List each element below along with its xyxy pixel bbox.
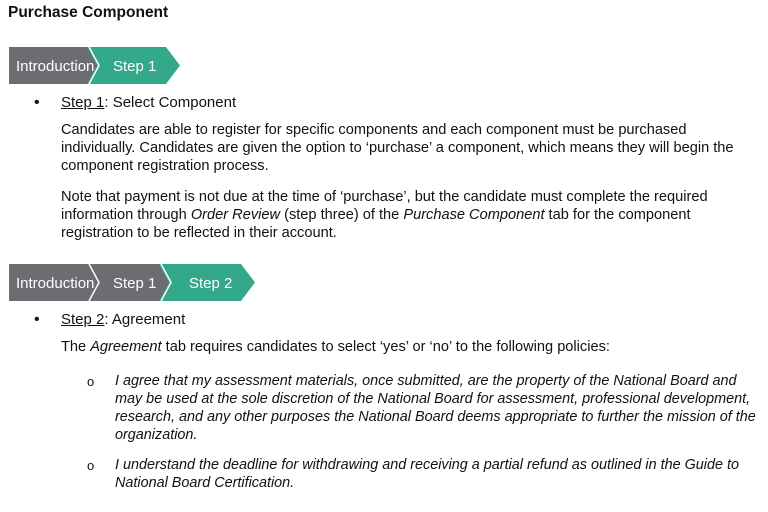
section1-heading	[61, 94, 236, 112]
section2-heading	[61, 311, 185, 329]
sub-bullet-icon: o	[87, 374, 95, 389]
step-1-label: Step 1	[113, 58, 157, 75]
section1-label: : Select Component	[104, 94, 237, 111]
step-intro-label: Introduction	[16, 58, 95, 75]
bullet-icon: •	[34, 94, 40, 111]
step-2-link[interactable]: Step 2	[61, 311, 105, 328]
section1-paragraph-2: Note that payment is not due at the time of ‘purchase’, but the candidate must complete the required information through Order Review (step three) of the Purchase Component tab for the component registration to be reflected in their account.	[61, 189, 708, 241]
step-1-label: Step 1	[113, 275, 157, 292]
bullet-icon: •	[34, 311, 40, 328]
policy-1-text: I agree that my assessment materials, once submitted, are the property of the National Board and may be used at the sole discretion of the National Board for assessment, professional development, research, and any other purposes the National Board deems appropriate to further the mission of the organization.	[115, 373, 756, 443]
step-2-label: Step 2	[189, 275, 233, 292]
page-title: Purchase Component	[8, 4, 169, 21]
section1-paragraph-1: Candidates are able to register for specific components and each component must be purchased individually. Candidates are given the option to ‘purchase’ a component, which means they will begin the component registration process.	[61, 122, 734, 174]
policy-2-text: I understand the deadline for withdrawing and receiving a partial refund as outlined in the Guide to National Board Certification.	[115, 457, 739, 491]
step-indicator-2	[9, 264, 259, 301]
step-indicator-1	[9, 47, 189, 84]
purchase-component-text: Purchase Component	[403, 207, 545, 223]
step-1-link[interactable]: Step 1	[61, 94, 105, 111]
agreement-text: Agreement	[90, 339, 162, 355]
section2-intro: The Agreement tab requires candidates to select ‘yes’ or ‘no’ to the following policies:	[61, 339, 610, 355]
order-review-text: Order Review	[190, 207, 281, 223]
sub-bullet-icon: o	[87, 458, 95, 473]
step-intro-label: Introduction	[16, 275, 95, 292]
section2-label: : Agreement	[104, 311, 186, 328]
